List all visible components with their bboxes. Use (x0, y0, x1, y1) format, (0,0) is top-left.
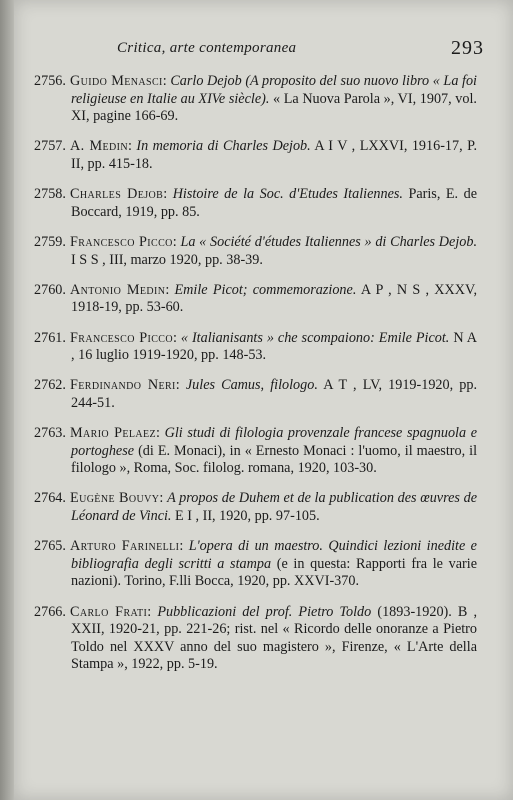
entry-details: (1893-1920). B , XXII, 1920-21, pp. 221-26; rist. nel « Ricordo delle onoranze a Pietro Toldo nel XXXV anno del suo magistero », Firenze, « L'Arte della Stampa », 1922, pp. 5-19. (71, 603, 478, 673)
entry-details: E I , II, 1920, pp. 97-105. (175, 508, 320, 525)
entry-author: Francesco Picco (70, 233, 173, 250)
book-page (14, 0, 513, 800)
entry-number: 2764. (34, 490, 66, 507)
entry-details: N A , 16 luglio 1919-1920, pp. 148-53. (71, 329, 477, 364)
entry-number: 2761. (34, 329, 66, 346)
bibliography-entry (34, 490, 477, 525)
bibliography-entry (34, 73, 477, 126)
entry-number: 2758. (34, 186, 66, 203)
entry-body: Guido Menasci: Carlo Dejob (A proposito del suo nuovo libro « La foi religieuse en Italie au XIVe siècle). « La Nuova Parola », VI, 1907, vol. XI, pagine 166-69. (70, 73, 477, 125)
bibliography-entry (34, 538, 477, 591)
entry-details: A P , N S , XXXV, 1918-19, pp. 53-60. (71, 281, 477, 316)
bibliography-entry (34, 138, 477, 173)
entry-body: Arturo Farinelli: L'opera di un maestro. Quindici lezioni inedite e bibliografia degli scritti a stampa (e in questa: Rapporti fra le varie nazioni). Torino, F.lli Bocca, 1920, pp. XXVI-370. (70, 538, 478, 590)
entry-body: Ferdinando Neri: Jules Camus, filologo. A T , LV, 1919-1920, pp. 244-51. (70, 377, 478, 411)
entry-title: A propos de Duhem et de la publication des œuvres de Léonard de Vinci. (71, 490, 477, 525)
entry-body: Mario Pelaez: Gli studi di filologia provenzale francese spagnuola e portoghese (di E. Monaci), in « Ernesto Monaci : l'uomo, il maestro, il filologo », Roma, Soc. filolog. romana, 1920, 103-30. (70, 425, 478, 477)
bibliography-entry (34, 186, 477, 221)
running-title: Critica, arte contemporanea (117, 40, 297, 56)
entry-details: Paris, E. de Boccard, 1919, pp. 85. (71, 186, 478, 220)
bibliography-entry (34, 425, 477, 478)
entry-title: Histoire de la Soc. d'Etudes Italiennes. (172, 186, 403, 203)
entry-author: Mario Pelaez (70, 425, 157, 442)
entry-number: 2766. (34, 603, 66, 620)
entry-number: 2756. (34, 73, 66, 89)
page-number: 293 (451, 37, 484, 59)
entry-number: 2757. (34, 138, 66, 155)
entry-body: Antonio Medin: Emile Picot; commemorazione. A P , N S , XXXV, 1918-19, pp. 53-60. (70, 281, 477, 316)
bibliography-entry (34, 604, 477, 674)
entry-body: Eugène Bouvy: A propos de Duhem et de la publication des œuvres de Léonard de Vinci. E I , II, 1920, pp. 97-105. (70, 490, 477, 525)
entry-title: La « Société d'études Italiennes » di Charles Dejob. (180, 233, 477, 250)
entry-author: Eugène Bouvy (70, 490, 160, 507)
entry-details: (e in questa: Rapporti fra le varie nazioni). Torino, F.lli Bocca, 1920, pp. XXVI-370. (71, 555, 478, 590)
entry-number: 2762. (34, 377, 66, 394)
entry-body: Charles Dejob: Histoire de la Soc. d'Etudes Italiennes. Paris, E. de Boccard, 1919, pp. 85. (70, 186, 478, 220)
entry-title: Carlo Dejob (A proposito del suo nuovo libro « La foi religieuse en Italie au XIVe siècle). (71, 73, 477, 107)
bibliography-entry (34, 282, 477, 317)
entry-details: I S S , III, marzo 1920, pp. 38-39. (71, 251, 263, 268)
entry-details: A T , LV, 1919-1920, pp. 244-51. (71, 377, 478, 411)
entry-body: Carlo Frati: Pubblicazioni del prof. Pietro Toldo (1893-1920). B , XXII, 1920-21, pp. 221-26; rist. nel « Ricordo delle onoranze a Pietro Toldo nel XXXV anno del suo magistero », Firenze, « L'Arte della Stampa », 1922, pp. 5-19. (70, 603, 478, 673)
entry-author: Francesco Picco (70, 329, 173, 346)
entry-title: « Italianisants » che scompaiono: Emile Picot. (180, 329, 450, 346)
entry-number: 2760. (34, 281, 66, 298)
entry-body: Francesco Picco: La « Société d'études Italiennes » di Charles Dejob. I S S , III, marzo 1920, pp. 38-39. (70, 233, 477, 268)
bibliography-entry (34, 234, 477, 269)
entry-number: 2765. (34, 538, 66, 555)
entry-title: Jules Camus, filologo. (185, 377, 318, 394)
entry-body: A. Medin: In memoria di Charles Dejob. A I V , LXXVI, 1916-17, P. II, pp. 415-18. (70, 138, 477, 172)
entry-details: « La Nuova Parola », VI, 1907, vol. XI, pagine 166-69. (71, 90, 477, 125)
entry-title: Emile Picot; commemorazione. (174, 281, 357, 298)
entry-details: (di E. Monaci), in « Ernesto Monaci : l'uomo, il maestro, il filologo », Roma, Soc. filolog. romana, 1920, 103-30. (71, 442, 478, 477)
entry-author: Ferdinando Neri (70, 377, 176, 394)
entry-author: Guido Menasci (70, 73, 163, 89)
entry-author: Charles Dejob (70, 186, 164, 203)
entry-number: 2759. (34, 233, 66, 250)
entry-title: In memoria di Charles Dejob. (136, 138, 311, 155)
entry-body: Francesco Picco: « Italianisants » che scompaiono: Emile Picot. N A , 16 luglio 1919-1920, pp. 148-53. (70, 329, 477, 364)
bibliography-entry (34, 377, 477, 412)
entry-author: Carlo Frati (70, 603, 148, 620)
book-spine-shadow (0, 0, 14, 800)
entry-title: Gli studi di filologia provenzale francese spagnuola e portoghese (71, 425, 478, 459)
entry-title: L'opera di un maestro. Quindici lezioni inedite e bibliografia degli scritti a stampa (71, 538, 477, 572)
entry-author: A. Medin (70, 138, 128, 155)
bibliography-list (34, 73, 477, 687)
page-header (14, 38, 513, 62)
entry-title: Pubblicazioni del prof. Pietro Toldo (157, 603, 372, 620)
entry-author: Antonio Medin (70, 281, 166, 298)
entry-author: Arturo Farinelli (70, 538, 180, 555)
entry-number: 2763. (34, 425, 66, 442)
entry-details: A I V , LXXVI, 1916-17, P. II, pp. 415-18. (71, 138, 477, 172)
bibliography-entry (34, 330, 477, 365)
